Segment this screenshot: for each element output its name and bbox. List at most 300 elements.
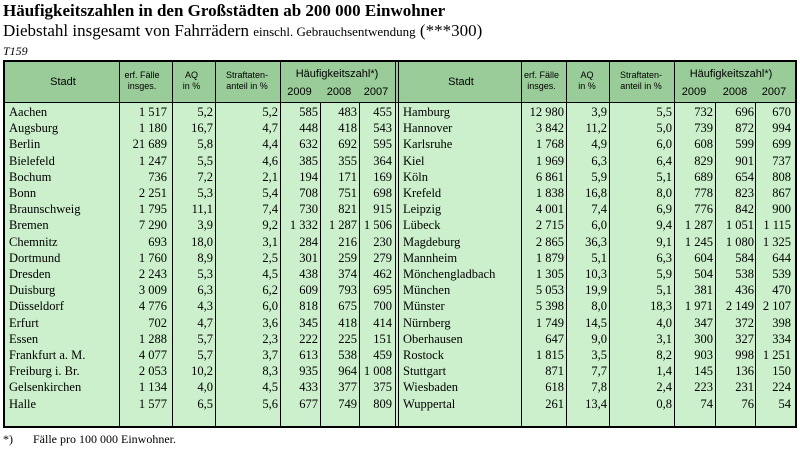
cell-hz2008: 225 xyxy=(338,331,357,346)
cell-faelle: 3 009 xyxy=(138,283,167,298)
header-line: Häufigkeitszahl*) xyxy=(295,68,379,80)
cell-city: Freiburg i. Br. xyxy=(9,364,80,379)
cell-hz2007: 809 xyxy=(373,396,392,411)
cell-aq: 3,5 xyxy=(591,348,607,362)
table-row xyxy=(5,234,397,250)
cell-hz2007: 1 008 xyxy=(363,364,392,379)
cell-aq: 8,9 xyxy=(197,250,213,265)
header-line: insges. xyxy=(127,81,157,91)
cell-city: Wiesbaden xyxy=(403,380,459,395)
cell-anteil: 5,5 xyxy=(656,105,672,119)
cell-aq: 5,7 xyxy=(197,348,213,362)
cell-city: Dortmund xyxy=(9,250,61,265)
cell-city: Düsseldorf xyxy=(9,299,64,314)
cell-hz2008: 136 xyxy=(735,364,754,379)
cell-hz2009: 609 xyxy=(299,283,318,298)
cell-hz2007: 543 xyxy=(373,121,392,136)
cell-hz2008: 793 xyxy=(338,283,357,298)
cell-hz2009: 1 287 xyxy=(684,218,713,233)
cell-hz2009: 732 xyxy=(694,105,713,119)
cell-city: München xyxy=(403,283,451,298)
cell-hz2009: 608 xyxy=(694,137,713,152)
cell-hz2007: 462 xyxy=(373,267,392,281)
table-row xyxy=(399,363,795,379)
cell-aq: 5,3 xyxy=(197,267,213,281)
cell-hz2007: 1 251 xyxy=(762,348,791,362)
cell-hz2009: 222 xyxy=(299,331,318,346)
header-line: 2008 xyxy=(326,86,352,98)
cell-aq: 16,7 xyxy=(191,121,213,136)
cell-aq: 5,7 xyxy=(197,331,213,346)
cell-hz2008: 821 xyxy=(338,202,357,217)
header-line: AQ xyxy=(580,70,594,80)
cell-hz2007: 915 xyxy=(373,202,392,217)
cell-hz2007: 151 xyxy=(373,331,392,346)
table-row xyxy=(399,379,795,395)
header-line: 2009 xyxy=(681,86,707,98)
cell-city: Lübeck xyxy=(403,218,441,233)
cell-hz2008: 1 051 xyxy=(725,218,754,233)
cell-city: Bielefeld xyxy=(9,153,55,168)
cell-aq: 4,3 xyxy=(197,299,213,314)
table-row xyxy=(5,363,397,379)
cell-aq: 4,0 xyxy=(197,380,213,395)
cell-anteil: 8,3 xyxy=(262,364,278,379)
cell-city: Gelsenkirchen xyxy=(9,380,82,395)
cell-city: Mannheim xyxy=(403,250,458,265)
table-row xyxy=(399,120,795,136)
cell-hz2008: 372 xyxy=(735,315,754,330)
cell-hz2007: 699 xyxy=(772,137,791,152)
page-title: Häufigkeitszahlen in den Großstädten ab 200 000 Einwohner xyxy=(3,1,446,20)
header-line: Stadt xyxy=(448,76,474,88)
header-line: Straftaten- xyxy=(225,70,269,80)
cell-faelle: 1 879 xyxy=(535,250,564,265)
cell-city: Essen xyxy=(9,331,39,346)
cell-anteil: 5,1 xyxy=(656,283,672,298)
cell-aq: 10,3 xyxy=(585,267,607,281)
cell-hz2007: 994 xyxy=(772,121,791,136)
cell-hz2008: 216 xyxy=(338,234,357,249)
cell-city: Wuppertal xyxy=(403,396,456,411)
cell-faelle: 1 180 xyxy=(138,121,167,136)
cell-aq: 5,5 xyxy=(197,153,213,168)
cell-aq: 16,8 xyxy=(585,186,607,200)
header-line: 2008 xyxy=(722,86,748,98)
cell-anteil: 0,8 xyxy=(656,396,672,411)
cell-hz2009: 381 xyxy=(694,283,713,298)
cell-hz2008: 823 xyxy=(735,186,754,200)
cell-hz2007: 414 xyxy=(373,315,392,330)
cell-city: Aachen xyxy=(9,105,48,119)
header-line: insges. xyxy=(527,81,556,91)
cell-aq: 3,9 xyxy=(197,218,213,233)
cell-faelle: 261 xyxy=(545,396,564,411)
cell-faelle: 1 768 xyxy=(535,137,564,152)
cell-city: Duisburg xyxy=(9,283,56,298)
header-2007 xyxy=(360,86,392,99)
cell-city: Nürnberg xyxy=(403,315,451,330)
cell-aq: 7,4 xyxy=(591,202,607,217)
cell-hz2008: 1 287 xyxy=(328,218,357,233)
cell-faelle: 5 053 xyxy=(535,283,564,298)
cell-hz2008: 171 xyxy=(338,169,357,184)
cell-city: Mönchengladbach xyxy=(403,267,496,281)
cell-hz2007: 455 xyxy=(373,105,392,119)
cell-anteil: 18,3 xyxy=(650,299,672,314)
table-row xyxy=(399,169,795,185)
cell-aq: 6,3 xyxy=(197,283,213,298)
cell-aq: 5,1 xyxy=(591,250,607,265)
cell-anteil: 9,1 xyxy=(656,234,672,249)
cell-hz2007: 595 xyxy=(373,137,392,152)
cell-hz2009: 689 xyxy=(694,169,713,184)
cell-anteil: 3,6 xyxy=(262,315,278,330)
cell-anteil: 8,2 xyxy=(656,348,672,362)
cell-hz2009: 300 xyxy=(694,331,713,346)
table-row xyxy=(5,120,397,136)
cell-anteil: 6,3 xyxy=(656,250,672,265)
cell-hz2008: 418 xyxy=(338,121,357,136)
table-row xyxy=(5,169,397,185)
cell-aq: 18,0 xyxy=(191,234,213,249)
cell-hz2009: 284 xyxy=(299,234,318,249)
table-row xyxy=(5,250,397,266)
cell-faelle: 2 053 xyxy=(138,364,167,379)
cell-faelle: 1 749 xyxy=(535,315,564,330)
table-row xyxy=(399,201,795,217)
header-2008 xyxy=(716,86,754,99)
cell-hz2008: 654 xyxy=(735,169,754,184)
cell-hz2008: 538 xyxy=(338,348,357,362)
cell-hz2007: 459 xyxy=(373,348,392,362)
cell-hz2007: 2 107 xyxy=(762,299,791,314)
cell-hz2008: 842 xyxy=(735,202,754,217)
cell-hz2008: 692 xyxy=(338,137,357,152)
cell-faelle: 1 517 xyxy=(138,105,167,119)
header-faelle xyxy=(113,70,171,92)
cell-anteil: 9,2 xyxy=(262,218,278,233)
cell-city: Stuttgart xyxy=(403,364,447,379)
header-anteil xyxy=(216,70,278,92)
header-line: 2007 xyxy=(761,86,787,98)
cell-hz2009: 74 xyxy=(700,396,713,411)
footnote xyxy=(3,432,176,446)
cell-hz2008: 675 xyxy=(338,299,357,314)
cell-anteil: 1,4 xyxy=(656,364,672,379)
cell-faelle: 5 398 xyxy=(535,299,564,314)
cell-hz2008: 2 149 xyxy=(725,299,754,314)
cell-faelle: 1 247 xyxy=(138,153,167,168)
cell-faelle: 4 001 xyxy=(535,202,564,217)
table-row xyxy=(5,282,397,298)
cell-city: Erfurt xyxy=(9,315,39,330)
cell-city: Rostock xyxy=(403,348,444,362)
cell-faelle: 12 980 xyxy=(529,105,564,119)
cell-anteil: 2,5 xyxy=(262,250,278,265)
cell-hz2008: 231 xyxy=(735,380,754,395)
cell-hz2008: 599 xyxy=(735,137,754,152)
table-row xyxy=(399,217,795,233)
cell-aq: 11,2 xyxy=(585,121,607,136)
cell-faelle: 2 243 xyxy=(138,267,167,281)
cell-hz2009: 829 xyxy=(694,153,713,168)
cell-faelle: 1 305 xyxy=(535,267,564,281)
cell-city: Hannover xyxy=(403,121,453,136)
cell-faelle: 2 715 xyxy=(535,218,564,233)
table-row xyxy=(5,217,397,233)
footnote-text: Fälle pro 100 000 Einwohner. xyxy=(33,432,176,446)
cell-faelle: 702 xyxy=(148,315,167,330)
cell-anteil: 6,0 xyxy=(656,137,672,152)
table-row xyxy=(399,315,795,331)
header-2009 xyxy=(675,86,713,99)
cell-hz2009: 604 xyxy=(694,250,713,265)
cell-aq: 10,2 xyxy=(191,364,213,379)
cell-hz2008: 76 xyxy=(741,396,754,411)
header-haeufigkeitszahl xyxy=(675,68,787,81)
header-line: in % xyxy=(578,81,596,91)
table-code: T159 xyxy=(3,44,28,58)
cell-city: Bremen xyxy=(9,218,49,233)
table-row xyxy=(5,185,397,201)
cell-city: Braunschweig xyxy=(9,202,81,217)
cell-anteil: 3,1 xyxy=(656,331,672,346)
cell-hz2008: 374 xyxy=(338,267,357,281)
table-row xyxy=(5,266,397,282)
cell-city: Bochum xyxy=(9,169,52,184)
cell-city: Dresden xyxy=(9,267,51,281)
cell-faelle: 4 776 xyxy=(138,299,167,314)
cell-hz2007: 375 xyxy=(373,380,392,395)
table-half-right xyxy=(399,62,795,426)
cell-city: Köln xyxy=(403,169,428,184)
cell-hz2009: 739 xyxy=(694,121,713,136)
table-row xyxy=(5,347,397,363)
cell-hz2009: 223 xyxy=(694,380,713,395)
cell-hz2007: 470 xyxy=(772,283,791,298)
cell-aq: 13,4 xyxy=(585,396,607,411)
header-line: 2007 xyxy=(363,86,389,98)
cell-faelle: 647 xyxy=(545,331,564,346)
cell-anteil: 5,4 xyxy=(262,186,278,200)
cell-anteil: 4,5 xyxy=(262,380,278,395)
cell-anteil: 5,2 xyxy=(262,105,278,119)
cell-faelle: 1 577 xyxy=(138,396,167,411)
cell-hz2009: 613 xyxy=(299,348,318,362)
table-row xyxy=(5,396,397,412)
cell-anteil: 5,1 xyxy=(656,169,672,184)
cell-aq: 11,1 xyxy=(191,202,213,217)
cell-aq: 4,9 xyxy=(591,137,607,152)
cell-faelle: 3 842 xyxy=(535,121,564,136)
cell-city: Berlin xyxy=(9,137,41,152)
cell-hz2009: 347 xyxy=(694,315,713,330)
cell-hz2009: 448 xyxy=(299,121,318,136)
table-row xyxy=(399,234,795,250)
table-row xyxy=(5,379,397,395)
cell-city: Münster xyxy=(403,299,445,314)
table-row xyxy=(5,153,397,169)
statistics-table xyxy=(3,60,797,428)
cell-aq: 36,3 xyxy=(585,234,607,249)
cell-hz2009: 433 xyxy=(299,380,318,395)
table-row xyxy=(399,153,795,169)
cell-anteil: 6,9 xyxy=(656,202,672,217)
header-line: erf. Fälle xyxy=(124,70,160,80)
cell-anteil: 5,0 xyxy=(656,121,672,136)
cell-city: Frankfurt a. M. xyxy=(9,348,86,362)
cell-anteil: 5,9 xyxy=(656,267,672,281)
cell-anteil: 6,4 xyxy=(656,153,672,168)
cell-city: Hamburg xyxy=(403,105,450,119)
cell-faelle: 1 815 xyxy=(535,348,564,362)
cell-hz2007: 279 xyxy=(373,250,392,265)
cell-anteil: 3,7 xyxy=(262,348,278,362)
cell-aq: 6,5 xyxy=(197,396,213,411)
cell-aq: 9,0 xyxy=(591,331,607,346)
cell-hz2009: 776 xyxy=(694,202,713,217)
cell-aq: 5,9 xyxy=(591,169,607,184)
cell-hz2009: 903 xyxy=(694,348,713,362)
cell-hz2008: 751 xyxy=(338,186,357,200)
cell-faelle: 1 760 xyxy=(138,250,167,265)
cell-hz2007: 398 xyxy=(772,315,791,330)
cell-hz2007: 670 xyxy=(772,105,791,119)
cell-faelle: 7 290 xyxy=(138,218,167,233)
cell-hz2007: 1 325 xyxy=(762,234,791,249)
cell-city: Leipzig xyxy=(403,202,442,217)
cell-hz2007: 150 xyxy=(772,364,791,379)
cell-city: Karlsruhe xyxy=(403,137,453,152)
table-row xyxy=(399,185,795,201)
cell-hz2009: 438 xyxy=(299,267,318,281)
table-row xyxy=(399,266,795,282)
cell-anteil: 6,0 xyxy=(262,299,278,314)
cell-hz2007: 54 xyxy=(778,396,791,411)
cell-aq: 3,9 xyxy=(591,105,607,119)
table-row xyxy=(399,298,795,314)
cell-faelle: 736 xyxy=(148,169,167,184)
cell-hz2008: 696 xyxy=(735,105,754,119)
header-2007 xyxy=(757,86,791,99)
cell-city: Magdeburg xyxy=(403,234,461,249)
subtitle-main: Diebstahl insgesamt von Fahrrädern xyxy=(3,21,249,40)
cell-city: Augsburg xyxy=(9,121,59,136)
cell-hz2008: 998 xyxy=(735,348,754,362)
cell-faelle: 693 xyxy=(148,234,167,249)
cell-faelle: 21 689 xyxy=(132,137,167,152)
cell-hz2009: 818 xyxy=(299,299,318,314)
header-line: AQ xyxy=(184,70,198,80)
cell-hz2009: 1 245 xyxy=(684,234,713,249)
cell-hz2007: 900 xyxy=(772,202,791,217)
cell-hz2007: 539 xyxy=(772,267,791,281)
cell-city: Krefeld xyxy=(403,186,442,200)
cell-anteil: 6,2 xyxy=(262,283,278,298)
cell-hz2007: 695 xyxy=(373,283,392,298)
cell-hz2009: 708 xyxy=(299,186,318,200)
table-row xyxy=(399,396,795,412)
cell-hz2009: 194 xyxy=(299,169,318,184)
cell-anteil: 4,5 xyxy=(262,267,278,281)
cell-hz2007: 334 xyxy=(772,331,791,346)
header-aq xyxy=(170,70,213,92)
cell-hz2008: 901 xyxy=(735,153,754,168)
cell-hz2009: 504 xyxy=(694,267,713,281)
cell-faelle: 1 838 xyxy=(535,186,564,200)
header-line: Häufigkeitszahl*) xyxy=(689,68,773,80)
cell-hz2007: 230 xyxy=(373,234,392,249)
cell-faelle: 1 134 xyxy=(138,380,167,395)
cell-anteil: 4,6 xyxy=(262,153,278,168)
cell-anteil: 4,0 xyxy=(656,315,672,330)
header-line: Stadt xyxy=(50,76,76,88)
header-stadt xyxy=(403,76,519,89)
cell-hz2009: 730 xyxy=(299,202,318,217)
table-row xyxy=(5,298,397,314)
header-2009 xyxy=(281,86,318,99)
cell-hz2008: 483 xyxy=(338,105,357,119)
cell-aq: 6,0 xyxy=(591,218,607,233)
cell-aq: 8,0 xyxy=(591,299,607,314)
cell-hz2009: 385 xyxy=(299,153,318,168)
cell-anteil: 2,1 xyxy=(262,169,278,184)
cell-hz2008: 964 xyxy=(338,364,357,379)
cell-hz2007: 698 xyxy=(373,186,392,200)
cell-aq: 5,8 xyxy=(197,137,213,152)
cell-faelle: 4 077 xyxy=(138,348,167,362)
cell-hz2007: 737 xyxy=(772,153,791,168)
header-line: anteil in % xyxy=(620,81,662,91)
cell-hz2008: 584 xyxy=(735,250,754,265)
table-row xyxy=(399,331,795,347)
cell-anteil: 7,4 xyxy=(262,202,278,217)
header-stadt xyxy=(9,76,117,89)
cell-anteil: 3,1 xyxy=(262,234,278,249)
subtitle-note: einschl. Gebrauchsentwendung xyxy=(253,24,416,39)
cell-hz2009: 778 xyxy=(694,186,713,200)
cell-hz2008: 538 xyxy=(735,267,754,281)
cell-aq: 6,3 xyxy=(591,153,607,168)
subtitle-code: (***300) xyxy=(419,21,483,40)
header-aq xyxy=(567,70,607,92)
table-row xyxy=(5,104,397,120)
table-row xyxy=(399,136,795,152)
cell-faelle: 1 795 xyxy=(138,202,167,217)
cell-faelle: 1 969 xyxy=(535,153,564,168)
cell-faelle: 2 251 xyxy=(138,186,167,200)
cell-anteil: 2,3 xyxy=(262,331,278,346)
cell-hz2007: 867 xyxy=(772,186,791,200)
cell-hz2007: 169 xyxy=(373,169,392,184)
cell-faelle: 1 288 xyxy=(138,331,167,346)
header-line: Straftaten- xyxy=(619,70,663,80)
cell-anteil: 2,4 xyxy=(656,380,672,395)
cell-aq: 14,5 xyxy=(585,315,607,330)
header-line: in % xyxy=(182,81,201,91)
table-half-left xyxy=(5,62,397,426)
cell-hz2008: 355 xyxy=(338,153,357,168)
cell-hz2009: 1 332 xyxy=(289,218,318,233)
cell-anteil: 4,7 xyxy=(262,121,278,136)
cell-hz2008: 436 xyxy=(735,283,754,298)
cell-hz2008: 418 xyxy=(338,315,357,330)
cell-city: Bonn xyxy=(9,186,37,200)
cell-anteil: 4,4 xyxy=(262,137,278,152)
header-line: erf. Fälle xyxy=(523,70,559,80)
cell-aq: 7,2 xyxy=(197,169,213,184)
